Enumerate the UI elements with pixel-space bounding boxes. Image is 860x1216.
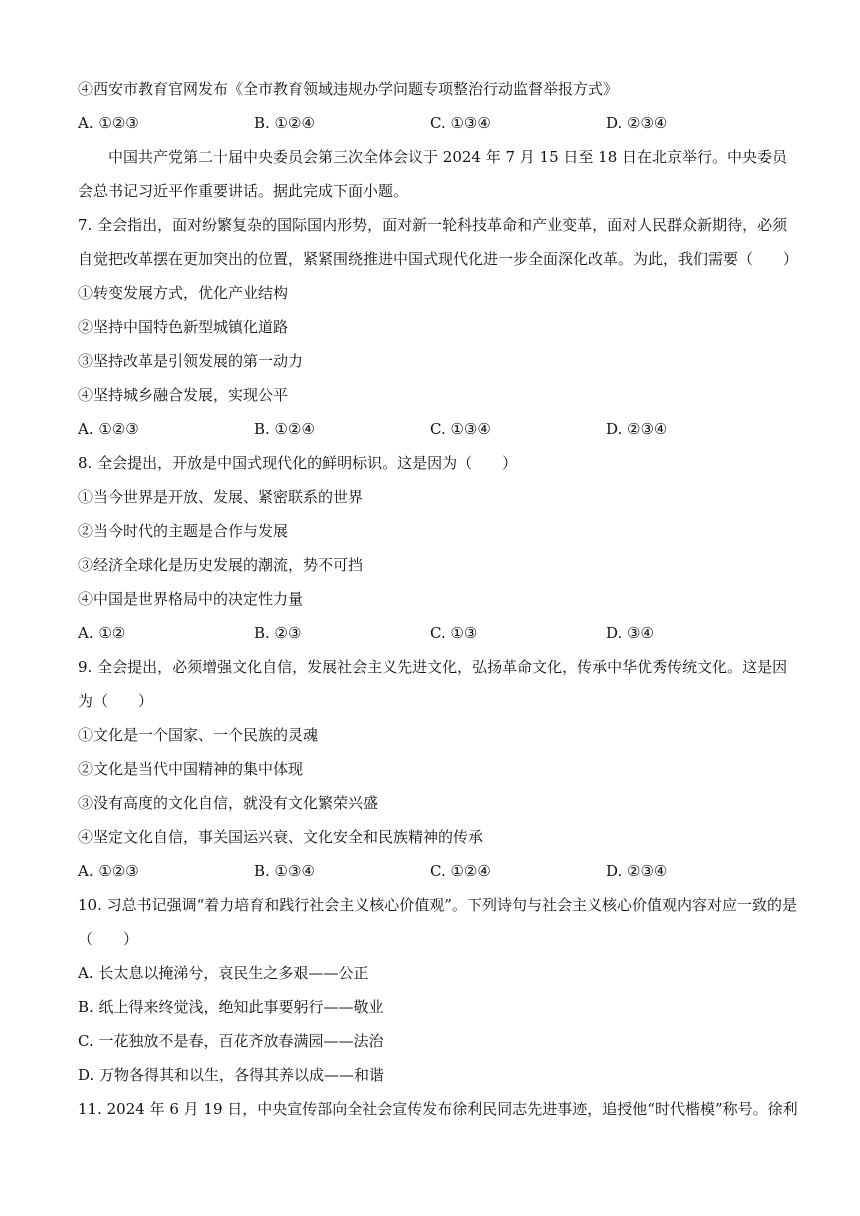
q7-item: ①转变发展方式，优化产业结构 — [78, 284, 289, 302]
q9-options — [78, 854, 800, 888]
option-c: C. ①③ — [430, 624, 478, 642]
option-c: C. ①②④ — [430, 862, 491, 880]
q8-item: ①当今世界是开放、发展、紧密联系的世界 — [78, 488, 364, 506]
option-b: B. ①③④ — [254, 862, 315, 880]
q9-stem: 9. 全会提出，必须增强文化自信，发展社会主义先进文化，弘扬革命文化，传承中华优秀传统文化。这是因为（ ） — [78, 658, 788, 710]
option-b: B. ①②④ — [254, 420, 315, 438]
q6-options — [78, 106, 800, 140]
q9-item: ③没有高度的文化自信，就没有文化繁荣兴盛 — [78, 794, 379, 812]
q10-option-a: A. 长太息以掩涕兮，哀民生之多艰——公正 — [78, 964, 369, 982]
q8-item: ②当今时代的主题是合作与发展 — [78, 522, 289, 540]
q7-item: ③坚持改革是引领发展的第一动力 — [78, 352, 304, 370]
option-d: D. ②③④ — [606, 862, 668, 880]
q8-stem: 8. 全会提出，开放是中国式现代化的鲜明标识。这是因为（ ） — [78, 454, 518, 472]
option-b: B. ②③ — [254, 624, 302, 642]
option-d: D. ③④ — [606, 624, 654, 642]
q7-stem: 7. 全会指出，面对纷繁复杂的国际国内形势，面对新一轮科技革命和产业变革，面对人民群众新期待，必须自觉把改革摆在更加突出的位置，紧紧围绕推进中国式现代化进一步全面深化改革。为此，我们需要（ ） — [78, 216, 799, 268]
q10-option-d: D. 万物各得其和以生，各得其养以成——和谐 — [78, 1066, 385, 1084]
q9-item: ④坚定文化自信，事关国运兴衰、文化安全和民族精神的传承 — [78, 828, 484, 846]
q10-option-b: B. 纸上得来终觉浅，绝知此事要躬行——敬业 — [78, 998, 384, 1016]
option-a: A. ①② — [78, 624, 126, 642]
option-d: D. ②③④ — [606, 420, 668, 438]
q9-item: ②文化是当代中国精神的集中体现 — [78, 760, 304, 778]
material-intro: 中国共产党第二十届中央委员会第三次全体会议于 2024 年 7 月 15 日至 18 日在北京举行。中央委员会总书记习近平作重要讲话。据此完成下面小题。 — [78, 148, 788, 200]
option-c: C. ①③④ — [430, 420, 491, 438]
q10-stem: 10. 习总书记强调“着力培育和践行社会主义核心价值观”。下列诗句与社会主义核心价值观内容对应一致的是（ ） — [78, 896, 797, 948]
option-a: A. ①②③ — [78, 862, 139, 880]
option-b: B. ①②④ — [254, 114, 315, 132]
q7-item: ④坚持城乡融合发展，实现公平 — [78, 386, 289, 404]
q6-item-4: ④西安市教育官网发布《全市教育领域违规办学问题专项整治行动监督举报方式》 — [78, 80, 619, 98]
q7-item: ②坚持中国特色新型城镇化道路 — [78, 318, 289, 336]
q11-stem: 11. 2024 年 6 月 19 日，中央宣传部向全社会宣传发布徐利民同志先进事迹，追授他“时代楷模”称号。徐利 — [78, 1100, 798, 1118]
q8-item: ④中国是世界格局中的决定性力量 — [78, 590, 304, 608]
option-a: A. ①②③ — [78, 420, 139, 438]
q8-item: ③经济全球化是历史发展的潮流，势不可挡 — [78, 556, 364, 574]
option-d: D. ②③④ — [606, 114, 668, 132]
q10-option-c: C. 一花独放不是春，百花齐放春满园——法治 — [78, 1032, 384, 1050]
option-a: A. ①②③ — [78, 114, 139, 132]
option-c: C. ①③④ — [430, 114, 491, 132]
q9-item: ①文化是一个国家、一个民族的灵魂 — [78, 726, 319, 744]
q8-options — [78, 616, 800, 650]
q7-options — [78, 412, 800, 446]
